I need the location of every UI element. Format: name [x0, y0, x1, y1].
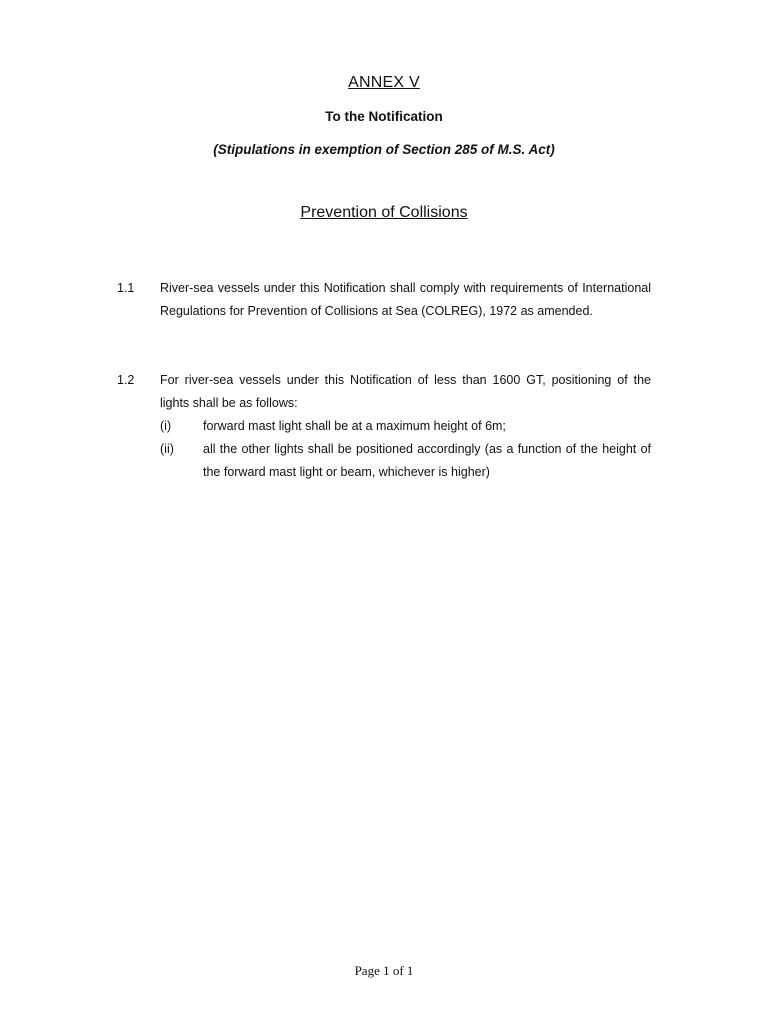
list-item-label: (i) — [160, 419, 172, 433]
clause-number: 1.2 — [117, 373, 135, 387]
clause-number: 1.1 — [117, 281, 135, 295]
list-item-text: forward mast light shall be at a maximum height of 6m; — [203, 419, 506, 433]
page-number: Page 1 of 1 — [354, 963, 414, 978]
notification-subtitle: To the Notification — [325, 109, 443, 124]
clause-body — [160, 369, 651, 484]
list-item-text: all the other lights shall be positioned accordingly (as a function of the height of the forward mast light or beam, whichever is higher) — [203, 442, 651, 479]
list-item-label: (ii) — [160, 442, 174, 456]
stipulations-line: (Stipulations in exemption of Section 285 of M.S. Act) — [213, 142, 555, 157]
section-title: Prevention of Collisions — [300, 204, 468, 221]
list-item — [160, 438, 651, 484]
annex-title: ANNEX V — [348, 74, 420, 91]
list-item — [160, 415, 651, 438]
clause-text: For river-sea vessels under this Notification of less than 1600 GT, positioning of the lights shall be as follows: — [160, 373, 651, 410]
clause-text: River-sea vessels under this Notification shall comply with requirements of International Regulations for Prevention of Collisions at Sea (COLREG), 1972 as amended. — [160, 281, 651, 318]
